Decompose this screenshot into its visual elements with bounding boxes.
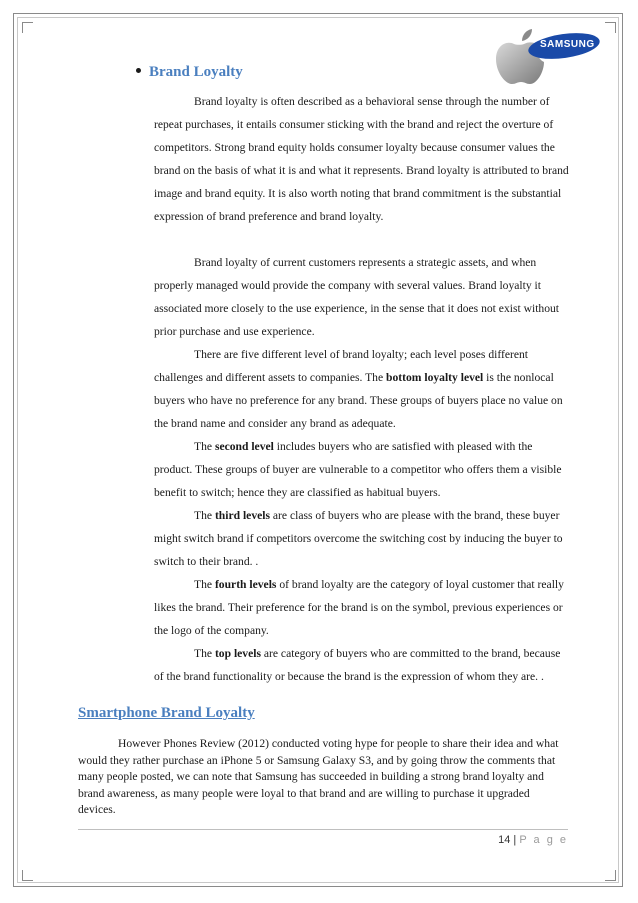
paragraph-6 [154,573,572,642]
paragraph-text: There are five different level of brand loyalty; each level poses different challenges and different assets to companies. The bottom loyalty level is the nonlocal buyers who have no preference for any brand. These groups of buyers place no value on the brand name and consider any brand as adequate. [154,348,563,430]
heading-text: Brand Loyalty [149,64,243,80]
apple-samsung-logo [492,26,602,88]
page-label: P a g e [519,834,568,846]
paragraph-1 [154,90,572,228]
top-levels-term: top levels [214,647,261,660]
paragraph-text: The top levels are category of buyers who are committed to the brand, because of the brand functionality or because the brand is the expression of whom they are. . [154,647,561,683]
final-paragraph: However Phones Review (2012) conducted voting hype for people to share their idea and what would they rather purchase an iPhone 5 or Samsung Galaxy S3, and by going throw the comments that many people posted, we can note that Samsung has succeeded in building a strong brand loyalty and brand awareness, as many people were loyal to that brand and are willing to purchase it upgraded devices. [78,737,559,817]
footer-divider [78,829,568,830]
corner-ornament [22,22,33,33]
corner-ornament [22,870,33,881]
second-level-term: second level [214,440,274,453]
page-footer [498,834,568,846]
section-title: Smartphone Brand Loyalty [78,705,255,721]
paragraph-7 [154,642,572,688]
paragraph-text: Brand loyalty is often described as a behavioral sense through the number of repeat purchases, it entails consumer sticking with the brand and reject the overture of competitors. Strong brand equity holds consumer loyalty because consumer values the brand on the basis of what it is and what it represents. Brand loyalty is attributed to brand image and brand equity. It is also worth noting that brand commitment is the substantial expression of brand preference and brand loyalty. [154,95,569,223]
fourth-levels-term: fourth levels [214,578,277,591]
samsung-logo-text: SAMSUNG [540,39,595,50]
bottom-loyalty-level-term: bottom loyalty level [386,371,484,384]
corner-ornament [605,22,616,33]
brand-loyalty-heading [136,64,243,81]
paragraph-text: The third levels are class of buyers who are please with the brand, these buyer might switch brand if competitors overcome the switching cost by inducing the buyer to switch to their brand. . [154,509,563,568]
bullet-dot [136,68,141,73]
paragraph-5 [154,504,572,573]
third-levels-term: third levels [214,509,271,522]
paragraph-text: Brand loyalty of current customers represents a strategic assets, and when properly managed would provide the company with several values. Brand loyalty it associated more closely to the use experience, in the sense that it does not exist without prior purchase and use experience. [154,256,560,338]
paragraph-3 [154,343,572,435]
page-number: 14 [498,834,511,846]
apple-logo-icon [492,26,602,88]
corner-ornament [605,870,616,881]
paragraph-4 [154,435,572,504]
footer-separator: | [513,834,517,846]
paragraph-text: The second level includes buyers who are satisfied with pleased with the product. These groups of buyer are vulnerable to a competitor who offers them a visible benefit to switch; hence they are classified as habitual buyers. [154,440,562,499]
paragraph-text: The fourth levels of brand loyalty are the category of loyal customer that really likes the brand. Their preference for the brand is on the symbol, previous experiences or the logo of the company. [154,578,564,637]
paragraph-2 [154,251,572,343]
